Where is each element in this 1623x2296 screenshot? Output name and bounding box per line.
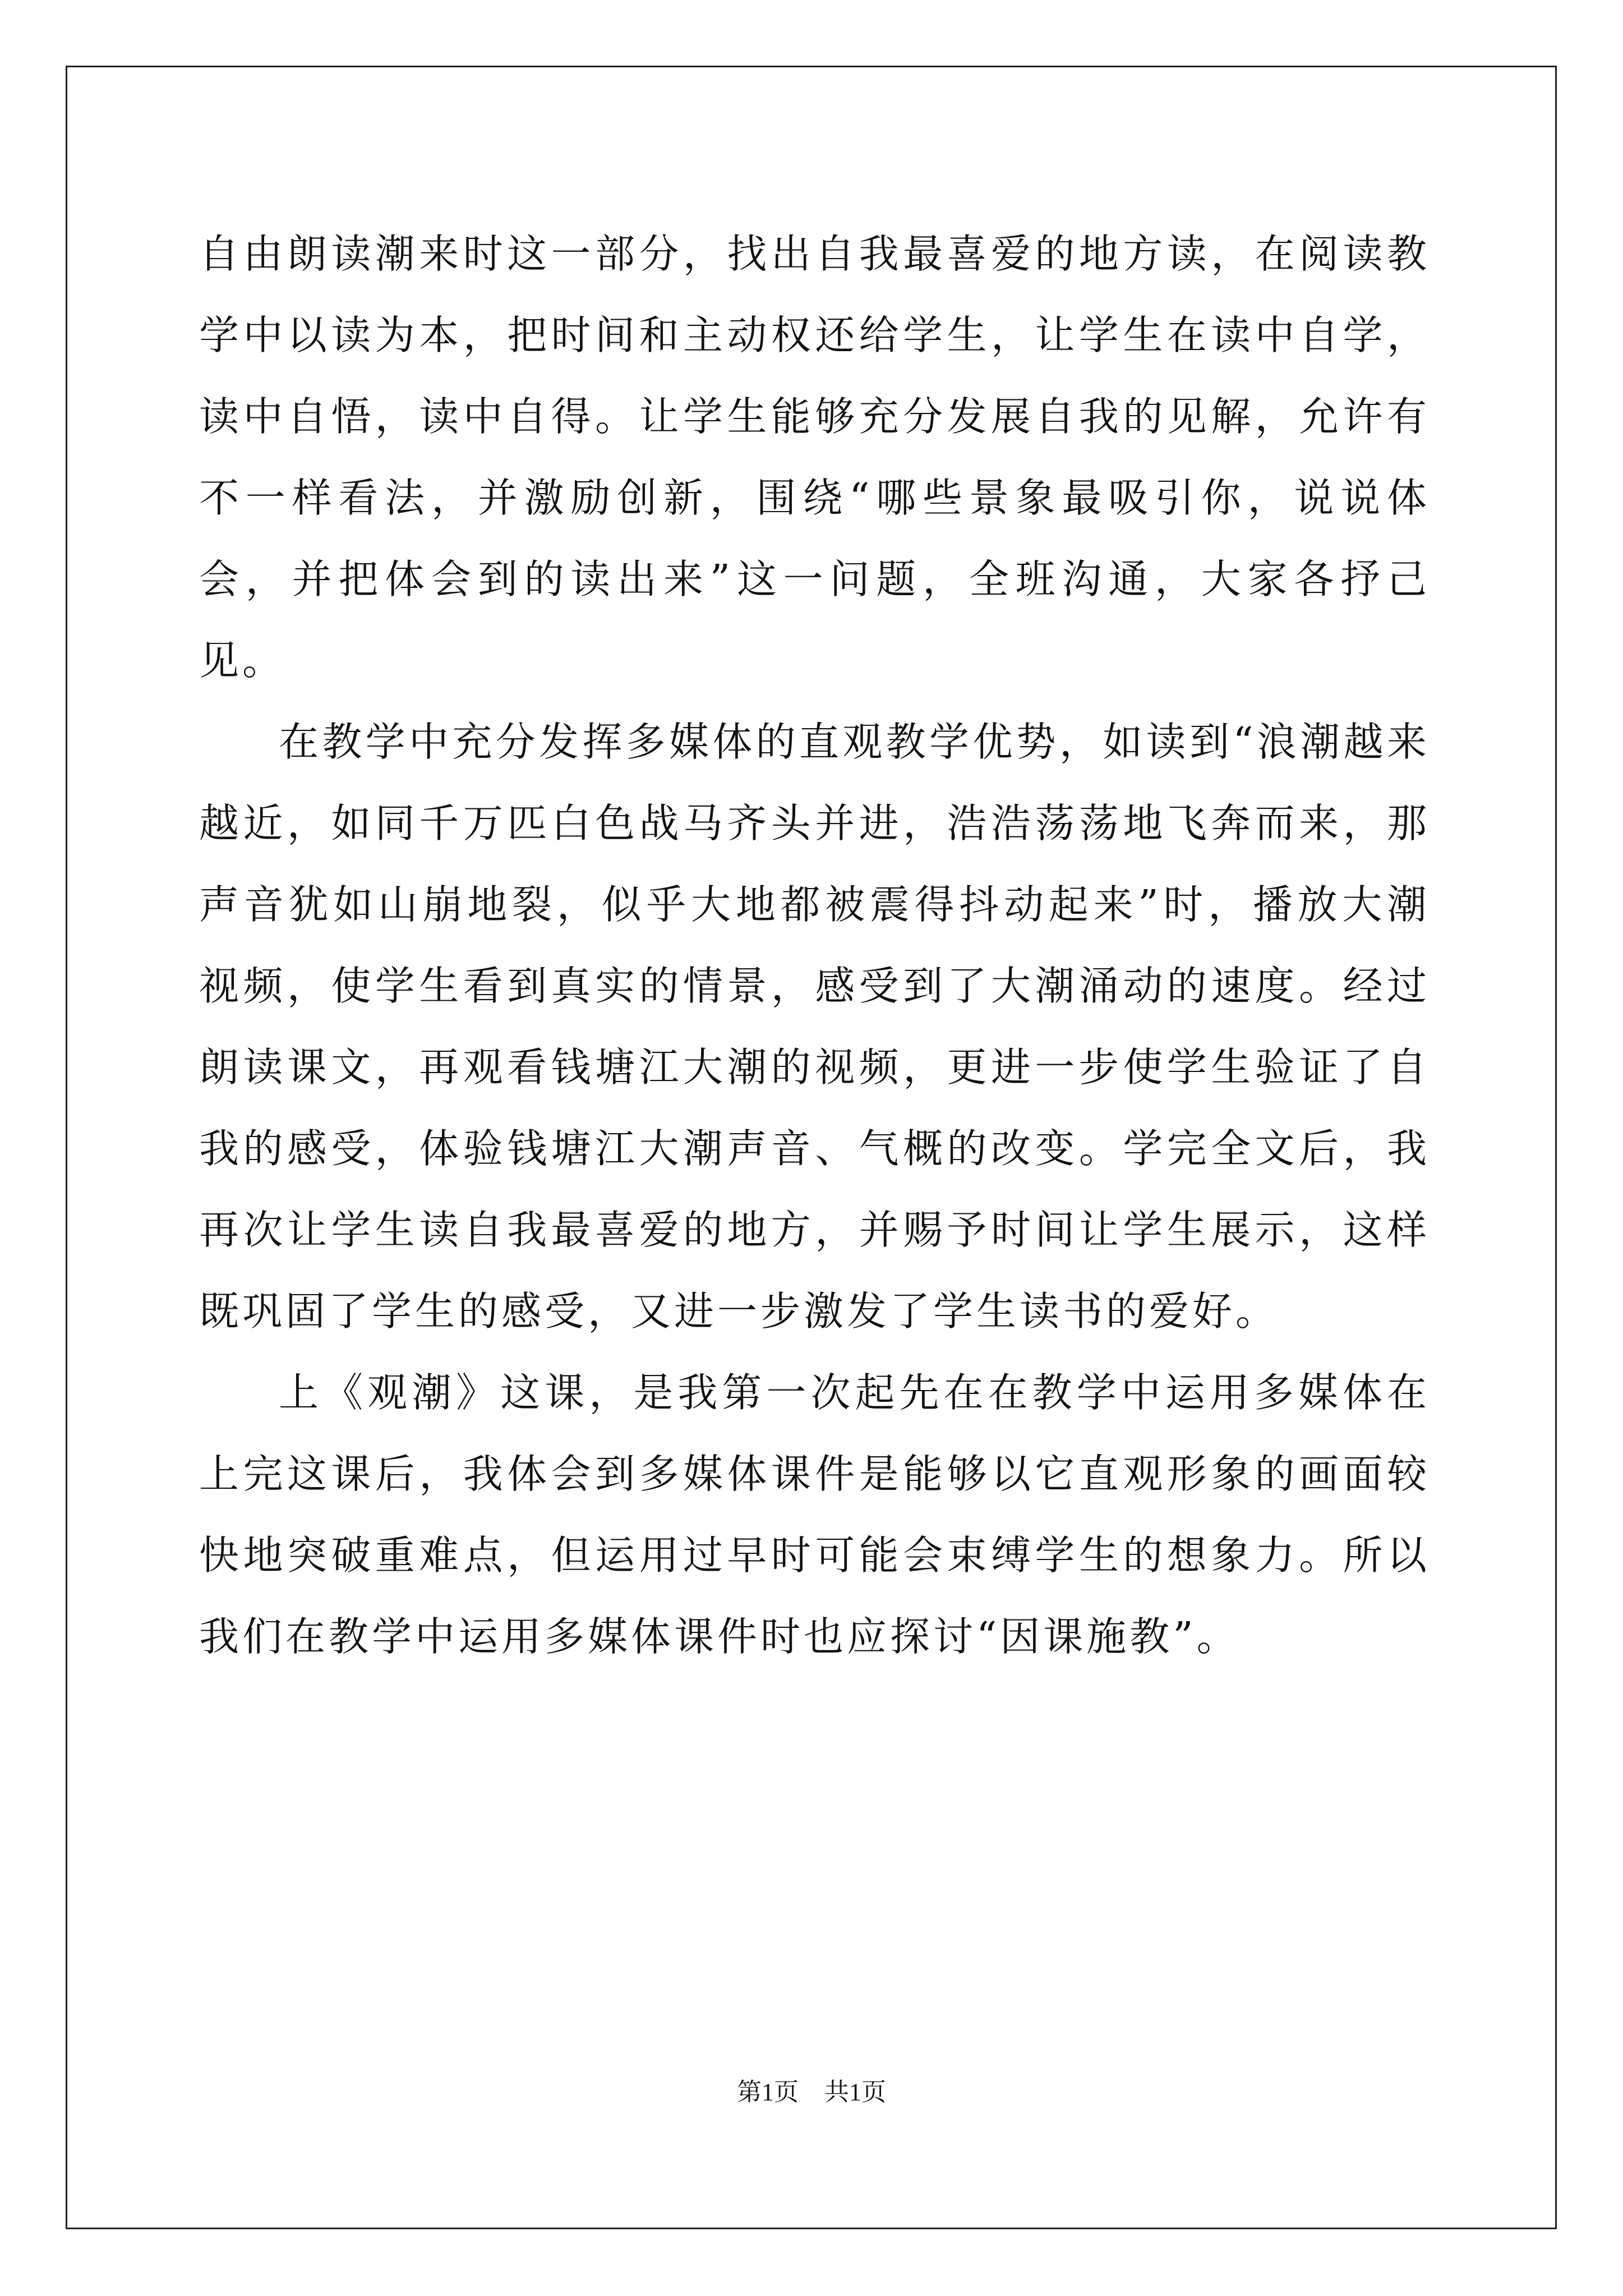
page-total: 共1页 <box>824 2078 886 2106</box>
page-footer <box>0 2076 1623 2109</box>
paragraph-2: 在教学中充分发挥多媒体的直观教学优势，如读到“浪潮越来越近，如同千万匹白色战马齐头并进，浩浩荡荡地飞奔而来，那声音犹如山崩地裂，似乎大地都被震得抖动起来”时，播放大潮视频，使学生看到真实的情景，感受到了大潮涌动的速度。经过朗读课文，再观看钱塘江大潮的视频，更进一步使学生验证了自我的感受，体验钱塘江大潮声音、气概的改变。学完全文后，我再次让学生读自我最喜爱的地方，并赐予时间让学生展示，这样既巩固了学生的感受，又进一步激发了学生读书的爱好。 <box>199 719 1430 1335</box>
document-body <box>199 213 1430 1677</box>
paragraph-1: 自由朗读潮来时这一部分，找出自我最喜爱的地方读，在阅读教学中以读为本，把时间和主动权还给学生，让学生在读中自学，读中自悟，读中自得。让学生能够充分发展自我的见解，允许有不一样看法，并激励创新，围绕“哪些景象最吸引你，说说体会，并把体会到的读出来”这一问题，全班沟通，大家各抒己见。 <box>199 231 1430 684</box>
page-number: 第1页 <box>737 2078 799 2106</box>
paragraph-3: 上《观潮》这课，是我第一次起先在在教学中运用多媒体在上完这课后，我体会到多媒体课件是能够以它直观形象的画面较快地突破重难点，但运用过早时可能会束缚学生的想象力。所以我们在教学中运用多媒体课件时也应探讨“因课施教”。 <box>199 1369 1430 1660</box>
